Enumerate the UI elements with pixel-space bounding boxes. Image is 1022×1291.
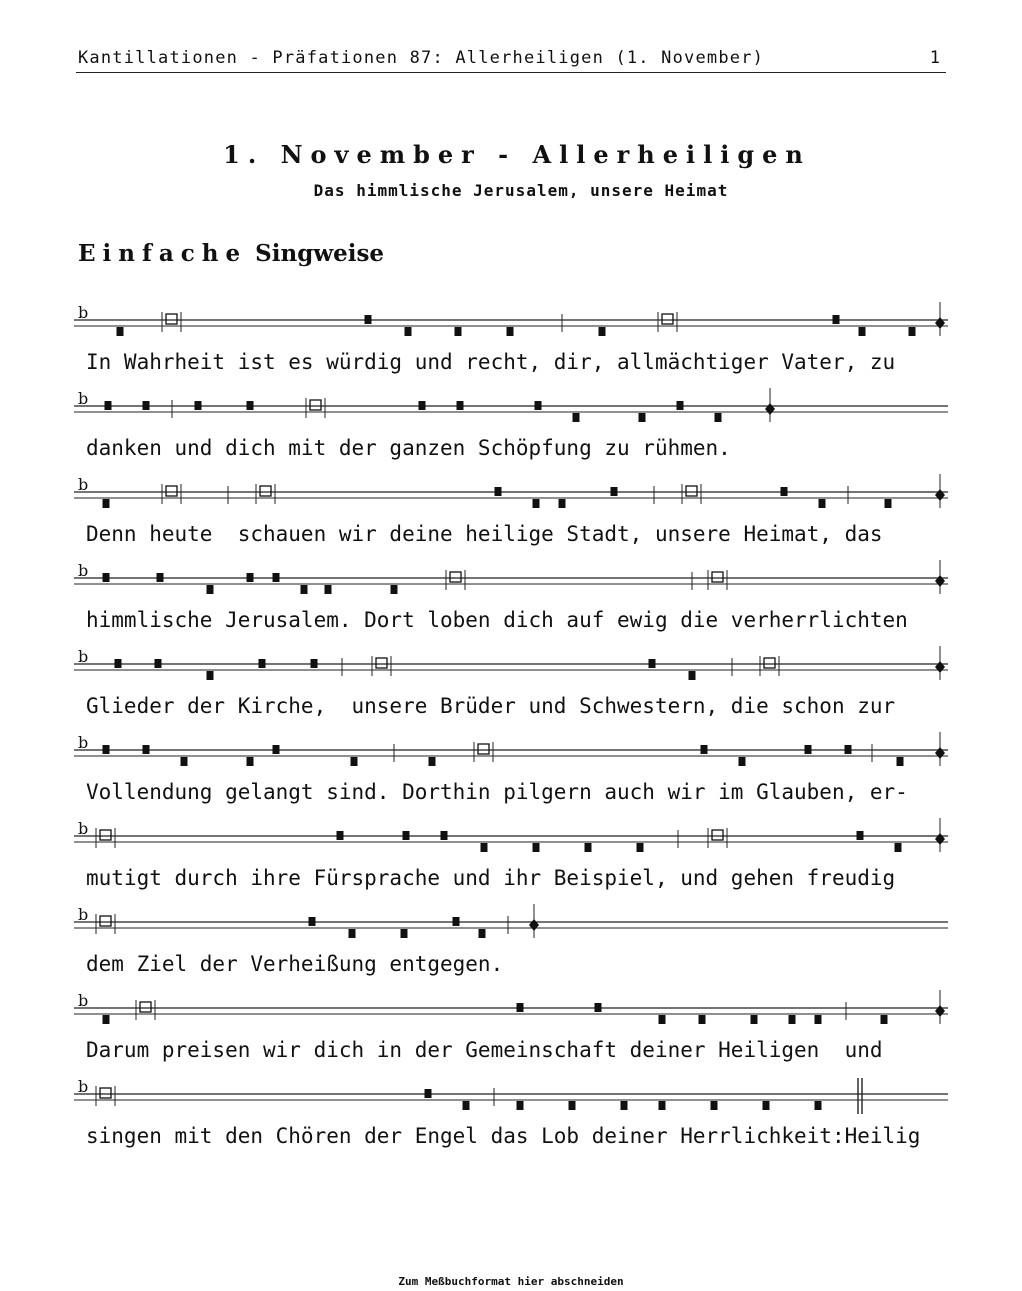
chant-note (403, 831, 410, 840)
lyric-line: dem Ziel der Verheißung entgegen. (86, 952, 504, 976)
chant-note (479, 929, 486, 938)
chant-note (789, 1015, 796, 1024)
final-note (765, 388, 775, 422)
section-heading-rest: Singweise (247, 240, 385, 267)
chant-note (105, 401, 112, 410)
flat-clef-icon: b (78, 561, 89, 580)
chant-note (739, 757, 746, 766)
reciting-tone-box (760, 656, 779, 676)
reciting-tone-box (446, 570, 465, 590)
chant-note (311, 659, 318, 668)
reciting-tone-box (658, 312, 677, 332)
chant-note (595, 1003, 602, 1012)
chant-note (621, 1101, 628, 1110)
lyric-line: singen mit den Chören der Engel das Lob deiner Herrlichkeit:Heilig (86, 1124, 921, 1148)
chant-note (325, 585, 332, 594)
chant-note (463, 1101, 470, 1110)
running-header (76, 48, 946, 73)
staff-line (72, 302, 948, 342)
chant-note (453, 917, 460, 926)
reciting-tone-box (708, 828, 727, 848)
lyric-line: In Wahrheit ist es würdig und recht, dir, allmächtiger Vater, zu (86, 350, 896, 374)
chant-note (143, 745, 150, 754)
staff-line (72, 560, 948, 600)
chant-note (639, 413, 646, 422)
lyric-line: Vollendung gelangt sind. Dorthin pilgern auch wir im Glauben, er- (86, 780, 908, 804)
chant-note (401, 929, 408, 938)
staff-line (72, 474, 948, 514)
chant-note (845, 745, 852, 754)
chant-note (117, 327, 124, 336)
chant-note (195, 401, 202, 410)
chant-note (815, 1101, 822, 1110)
staff-line (72, 1076, 948, 1116)
chant-note (569, 1101, 576, 1110)
final-note (935, 474, 945, 508)
final-note (935, 646, 945, 680)
reciting-tone-box (708, 570, 727, 590)
chant-note (103, 745, 110, 754)
chant-note (365, 315, 372, 324)
chant-note (247, 401, 254, 410)
chant-note (689, 671, 696, 680)
final-note (935, 818, 945, 852)
double-bar (858, 1078, 862, 1114)
chant-note (441, 831, 448, 840)
chant-note (103, 573, 110, 582)
page-subtitle: Das himmlische Jerusalem, unsere Heimat (313, 181, 729, 200)
final-note (935, 732, 945, 766)
reciting-tone-box (306, 398, 325, 418)
chant-note (405, 327, 412, 336)
reciting-tone-box (162, 484, 181, 504)
chant-note (517, 1101, 524, 1110)
staff-line (72, 990, 948, 1030)
chant-note (481, 843, 488, 852)
section-heading-spaced: Einfache (78, 240, 248, 267)
chant-note (103, 1015, 110, 1024)
lyric-line: danken und dich mit der ganzen Schöpfung zu rühmen. (86, 436, 731, 460)
chant-note (857, 831, 864, 840)
chant-note (611, 487, 618, 496)
footer-note: Zum Meßbuchformat hier abschneiden (398, 1275, 624, 1288)
flat-clef-icon: b (78, 1077, 89, 1096)
chant-note (637, 843, 644, 852)
flat-clef-icon: b (78, 647, 89, 666)
flat-clef-icon: b (78, 475, 89, 494)
chant-note (157, 573, 164, 582)
chant-note (115, 659, 122, 668)
chant-note (391, 585, 398, 594)
chant-note (885, 499, 892, 508)
chant-note (819, 499, 826, 508)
chant-note (419, 401, 426, 410)
chant-note (815, 1015, 822, 1024)
chant-note (701, 745, 708, 754)
staff-line (72, 818, 948, 858)
lyric-line: Glieder der Kirche, unsere Brüder und Schwestern, die schon zur (86, 694, 896, 718)
chant-note (207, 671, 214, 680)
flat-clef-icon: b (78, 733, 89, 752)
chant-note (763, 1101, 770, 1110)
page-title: 1. November - Allerheiligen (223, 140, 811, 169)
chant-note (247, 573, 254, 582)
chant-note (585, 843, 592, 852)
flat-clef-icon: b (78, 819, 89, 838)
chant-note (349, 929, 356, 938)
chant-note (599, 327, 606, 336)
section-heading (78, 240, 384, 267)
staff-line (72, 904, 948, 944)
chant-note (535, 401, 542, 410)
flat-clef-icon: b (78, 905, 89, 924)
flat-clef-icon: b (78, 303, 89, 322)
chant-note (259, 659, 266, 668)
reciting-tone-box (162, 312, 181, 332)
chant-note (533, 499, 540, 508)
chant-note (495, 487, 502, 496)
chant-note (273, 573, 280, 582)
reciting-tone-box (372, 656, 391, 676)
final-note (935, 990, 945, 1024)
chant-note (507, 327, 514, 336)
final-note (529, 904, 539, 938)
staff-line (72, 388, 948, 428)
chant-note (155, 659, 162, 668)
chant-note (677, 401, 684, 410)
flat-clef-icon: b (78, 991, 89, 1010)
lyric-line: himmlische Jerusalem. Dort loben dich auf ewig die verherrlichten (86, 608, 908, 632)
chant-note (573, 413, 580, 422)
chant-note (207, 585, 214, 594)
chant-note (455, 327, 462, 336)
chant-note (895, 843, 902, 852)
chant-note (833, 315, 840, 324)
reciting-tone-box (682, 484, 701, 504)
chant-note (559, 499, 566, 508)
chant-note (337, 831, 344, 840)
chant-note (711, 1101, 718, 1110)
chant-note (533, 843, 540, 852)
final-note (935, 560, 945, 594)
chant-note (781, 487, 788, 496)
chant-note (103, 499, 110, 508)
reciting-tone-box (96, 828, 115, 848)
reciting-tone-box (96, 914, 115, 934)
chant-note (425, 1089, 432, 1098)
chant-note (699, 1015, 706, 1024)
chant-note (143, 401, 150, 410)
chant-note (859, 327, 866, 336)
chant-note (457, 401, 464, 410)
chant-note (273, 745, 280, 754)
reciting-tone-box (474, 742, 493, 762)
chant-note (351, 757, 358, 766)
reciting-tone-box (96, 1086, 115, 1106)
page-number: 1 (929, 48, 940, 68)
chant-note (751, 1015, 758, 1024)
chant-note (805, 745, 812, 754)
staff-line (72, 732, 948, 772)
chant-note (909, 327, 916, 336)
lyric-line: Denn heute schauen wir deine heilige Stadt, unsere Heimat, das (86, 522, 883, 546)
chant-note (715, 413, 722, 422)
chant-note (659, 1015, 666, 1024)
chant-note (649, 659, 656, 668)
staff-line (72, 646, 948, 686)
flat-clef-icon: b (78, 389, 89, 408)
final-note (935, 302, 945, 336)
chant-note (309, 917, 316, 926)
running-title: Kantillationen - Präfationen 87: Allerheiligen (1. November) (78, 48, 765, 68)
lyric-line: Darum preisen wir dich in der Gemeinschaft deiner Heiligen und (86, 1038, 883, 1062)
lyric-line: mutigt durch ihre Fürsprache und ihr Beispiel, und gehen freudig (86, 866, 896, 890)
chant-note (429, 757, 436, 766)
chant-note (517, 1003, 524, 1012)
chant-note (247, 757, 254, 766)
chant-note (659, 1101, 666, 1110)
chant-note (897, 757, 904, 766)
chant-note (881, 1015, 888, 1024)
reciting-tone-box (256, 484, 275, 504)
reciting-tone-box (136, 1000, 155, 1020)
chant-note (181, 757, 188, 766)
chant-note (301, 585, 308, 594)
